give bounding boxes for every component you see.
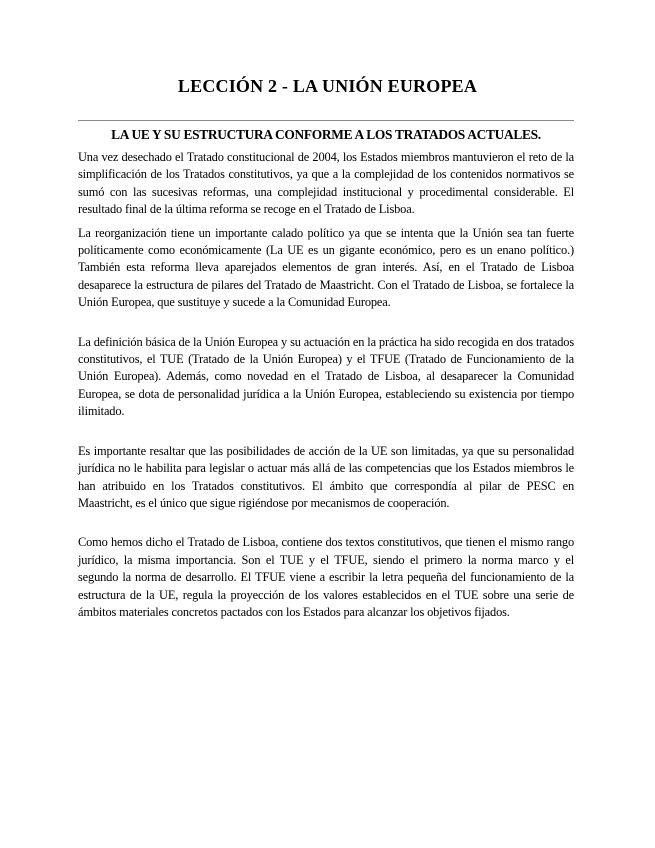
document-body xyxy=(78,149,574,627)
paragraph-2: La reorganización tiene un importante calado político ya que se intenta que la Unión sea tan fuerte políticamente como económicamente (La UE es un gigante económico, pero es un enano político.) También esta reforma lleva aparejados elementos de gran interés. Así, en el Tratado de Lisboa desaparece la estructura de pilares del Tratado de Maastricht. Con el Tratado de Lisboa, se fortalece la Unión Europea, que sustituye y sucede a la Comunidad Europea. xyxy=(78,225,574,310)
section-heading: LA UE Y SU ESTRUCTURA CONFORME A LOS TRATADOS ACTUALES. xyxy=(111,127,541,142)
page-title: LECCIÓN 2 - LA UNIÓN EUROPEA xyxy=(177,76,478,96)
paragraph-5: Como hemos dicho el Tratado de Lisboa, contiene dos textos constitutivos, que tienen el mismo rango jurídico, la misma importancia. Son el TUE y el TFUE, siendo el primero la norma marco y el segundo la norma de desarrollo. El TFUE viene a escribir la letra pequeña del funcionamiento de la estructura de la UE, regula la proyección de los valores establecidos en el TUE sobre una serie de ámbitos materiales concretos pactados con los Estados para alcanzar los objetivos fijados. xyxy=(78,535,574,619)
heading-divider xyxy=(78,120,574,121)
paragraph-4: Es importante resaltar que las posibilidades de acción de la UE son limitadas, ya que su personalidad jurídica no le habilita para legislar o actuar más allá de las competencias que los Estados miembros le han atribuido en los Tratados constitutivos. El ámbito que correspondía al pilar de PESC en Maastricht, es el único que sigue rigiéndose por mecanismos de cooperación. xyxy=(78,443,574,510)
paragraph-3: La definición básica de la Unión Europea y su actuación en la práctica ha sido recogida en dos tratados constitutivos, el TUE (Tratado de la Unión Europea) y el TFUE (Tratado de Funcionamiento de la Unión Europea). Además, como novedad en el Tratado de Lisboa, al desaparecer la Comunidad Europea, se dota de personalidad jurídica a la Unión Europea, estableciendo su existencia por tiempo ilimitado. xyxy=(78,334,574,419)
paragraph-1: Una vez desechado el Tratado constitucional de 2004, los Estados miembros mantuvieron el reto de la simplificación de los Tratados constitutivos, ya que a la complejidad de los contenidos normativos se sumó con las sucesivas reformas, una complejidad institucional y procedimental considerable. El resultado final de la última reforma se recoge en el Tratado de Lisboa. xyxy=(78,150,574,217)
